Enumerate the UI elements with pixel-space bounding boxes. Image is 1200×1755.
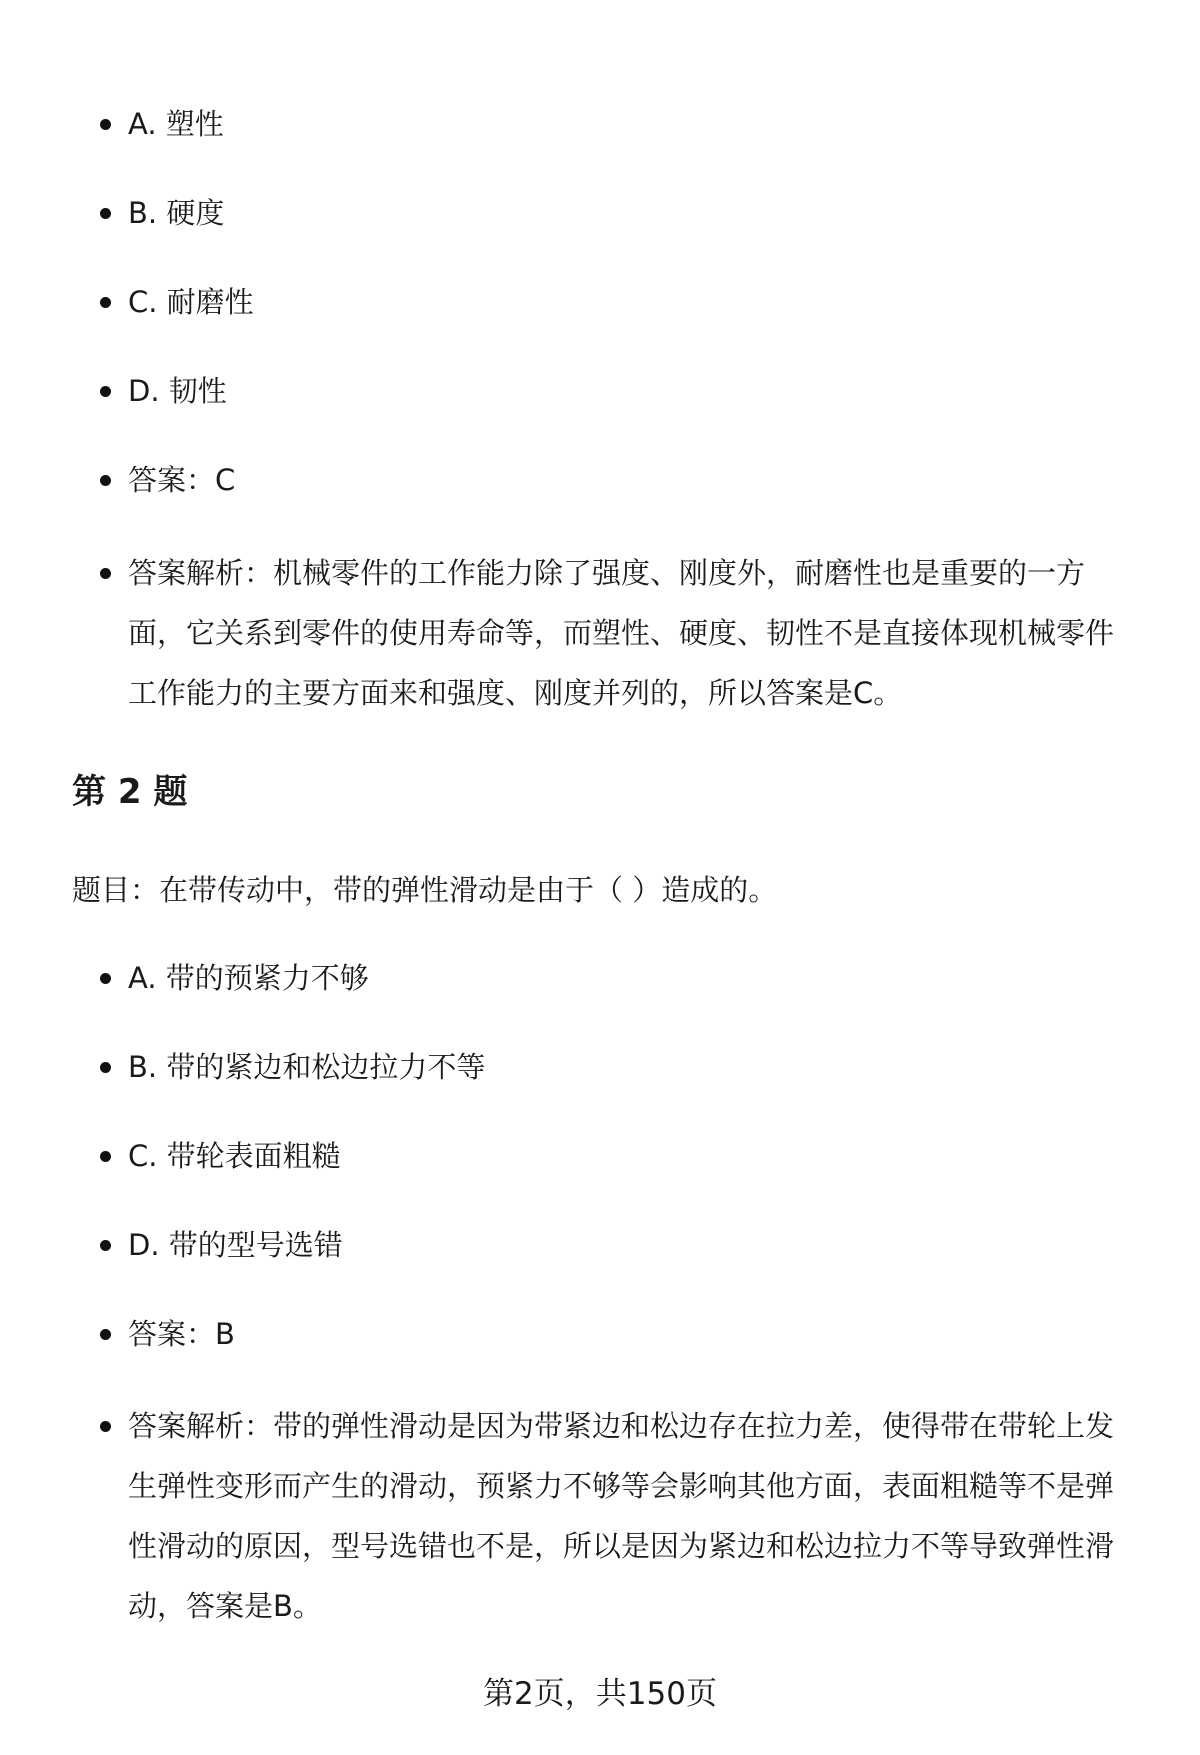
q1-option-a: A. 塑性 bbox=[128, 94, 1138, 154]
q1-option-b: B. 硬度 bbox=[128, 183, 1138, 243]
q2-option-c: C. 带轮表面粗糙 bbox=[128, 1126, 1138, 1186]
q2-stem: 题目：在带传动中，带的弹性滑动是由于（ ）造成的。 bbox=[72, 873, 778, 907]
q1-explanation: 答案解析：机械零件的工作能力除了强度、刚度外，耐磨性也是重要的一方面，它关系到零件的使用寿命等，而塑性、硬度、韧性不是直接体现机械零件工作能力的主要方面来和强度、刚度并列的，所以答案是C。 bbox=[128, 543, 1138, 723]
page-number-footer: 第2页，共150页 bbox=[483, 1676, 717, 1712]
q2-heading: 第 2 题 bbox=[72, 772, 188, 812]
q2-option-b: B. 带的紧边和松边拉力不等 bbox=[128, 1037, 1138, 1097]
q1-option-c: C. 耐磨性 bbox=[128, 272, 1138, 332]
q2-option-a: A. 带的预紧力不够 bbox=[128, 948, 1138, 1008]
q1-answer: 答案：C bbox=[128, 450, 1138, 510]
q1-option-d: D. 韧性 bbox=[128, 361, 1138, 421]
q2-explanation: 答案解析：带的弹性滑动是因为带紧边和松边存在拉力差，使得带在带轮上发生弹性变形而产生的滑动，预紧力不够等会影响其他方面，表面粗糙等不是弹性滑动的原因，型号选错也不是，所以是因为紧边和松边拉力不等导致弹性滑动，答案是B。 bbox=[128, 1396, 1138, 1636]
q2-option-d: D. 带的型号选错 bbox=[128, 1215, 1138, 1275]
q2-answer: 答案：B bbox=[128, 1304, 1138, 1364]
